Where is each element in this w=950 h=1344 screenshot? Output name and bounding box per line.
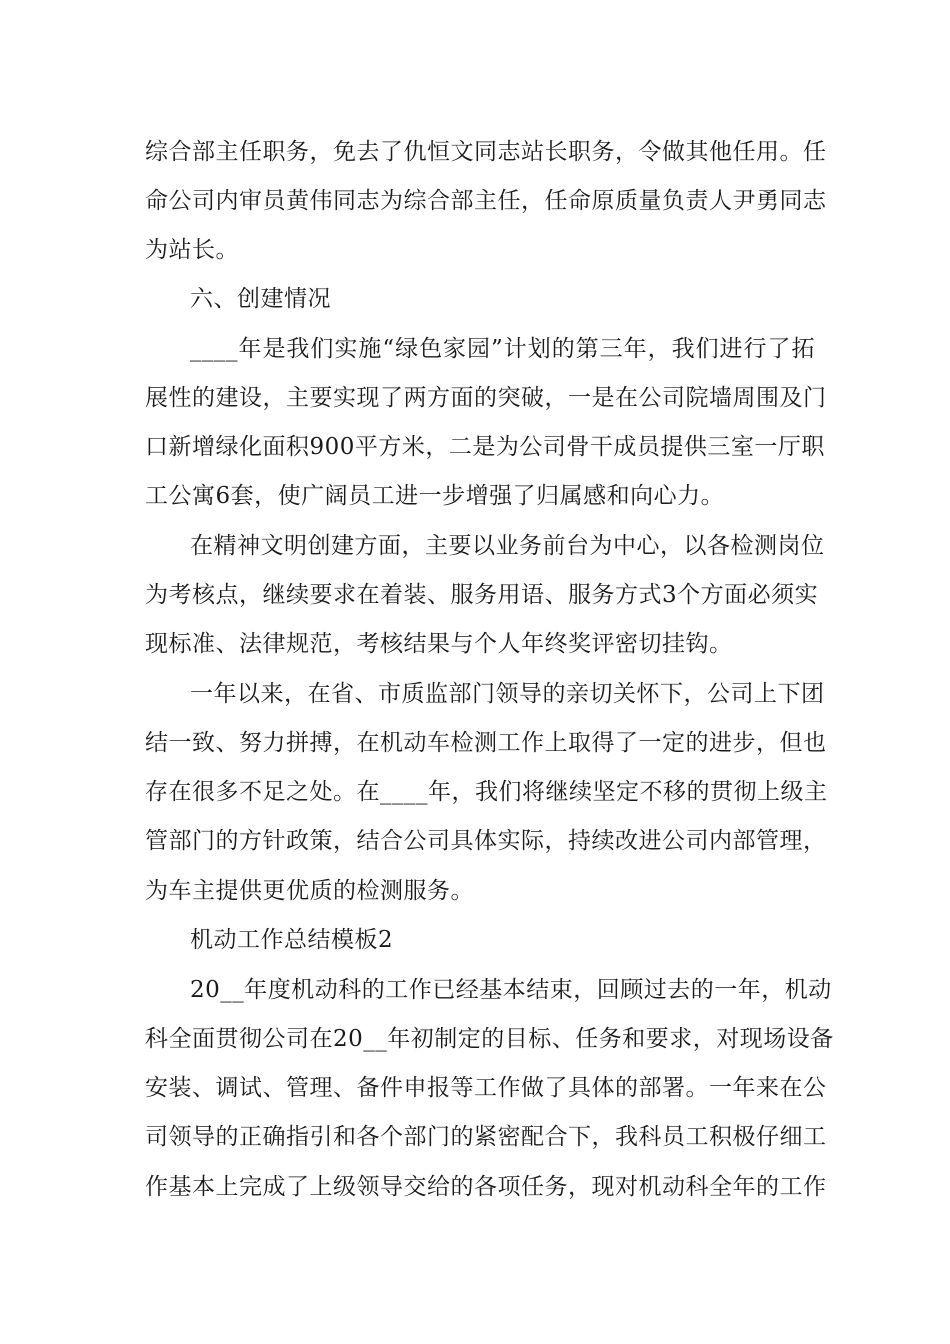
text-line: 科全面贯彻公司在20__年初制定的目标、任务和要求，对现场设备 (145, 1026, 834, 1052)
text-line: 为站长。 (145, 237, 239, 263)
text-line: 一年以来，在省、市质监部门领导的亲切关怀下，公司上下团 (190, 681, 825, 707)
text-line: 作基本上完成了上级领导交给的各项任务，现对机动科全年的工作 (145, 1174, 827, 1200)
text-line: 工公寓6套，使广阔员工进一步增强了归属感和向心力。 (145, 483, 725, 509)
text-line: 存在很多不足之处。在____年，我们将继续坚定不移的贯彻上级主 (145, 779, 828, 805)
text-line: 为考核点，继续要求在着装、服务用语、服务方式3个方面必须实 (145, 582, 819, 608)
text-line: 在精神文明创建方面，主要以业务前台为中心，以各检测岗位 (190, 533, 825, 559)
text-line: 为车主提供更优质的检测服务。 (145, 878, 474, 904)
text-line: 管部门的方针政策，结合公司具体实际，持续改进公司内部管理， (145, 828, 827, 854)
section-heading: 机动工作总结模板2 (190, 927, 394, 953)
text-line: 结一致、努力拼搏，在机动车检测工作上取得了一定的进步，但也 (145, 730, 827, 756)
text-line: 20__年度机动科的工作已经基本结束，回顾过去的一年，机动 (190, 977, 832, 1003)
text-line: ____年是我们实施“绿色家园”计划的第三年，我们进行了拓 (190, 336, 815, 362)
text-line: 现标准、法律规范，考核结果与个人年终奖评密切挂钩。 (145, 631, 733, 657)
text-line: 展性的建设，主要实现了两方面的突破，一是在公司院墙周围及门 (145, 385, 827, 411)
text-line: 命公司内审员黄伟同志为综合部主任，任命原质量负责人尹勇同志 (145, 188, 827, 214)
text-line: 口新增绿化面积900平方米，二是为公司骨干成员提供三室一厅职 (145, 434, 825, 460)
text-line: 安装、调试、管理、备件申报等工作做了具体的部署。一年来在公 (145, 1075, 827, 1101)
text-line: 综合部主任职务，免去了仇恒文同志站长职务，令做其他任用。任 (145, 139, 827, 165)
text-line: 司领导的正确指引和各个部门的紧密配合下，我科员工积极仔细工 (145, 1124, 827, 1150)
section-heading: 六、创建情况 (190, 286, 331, 312)
